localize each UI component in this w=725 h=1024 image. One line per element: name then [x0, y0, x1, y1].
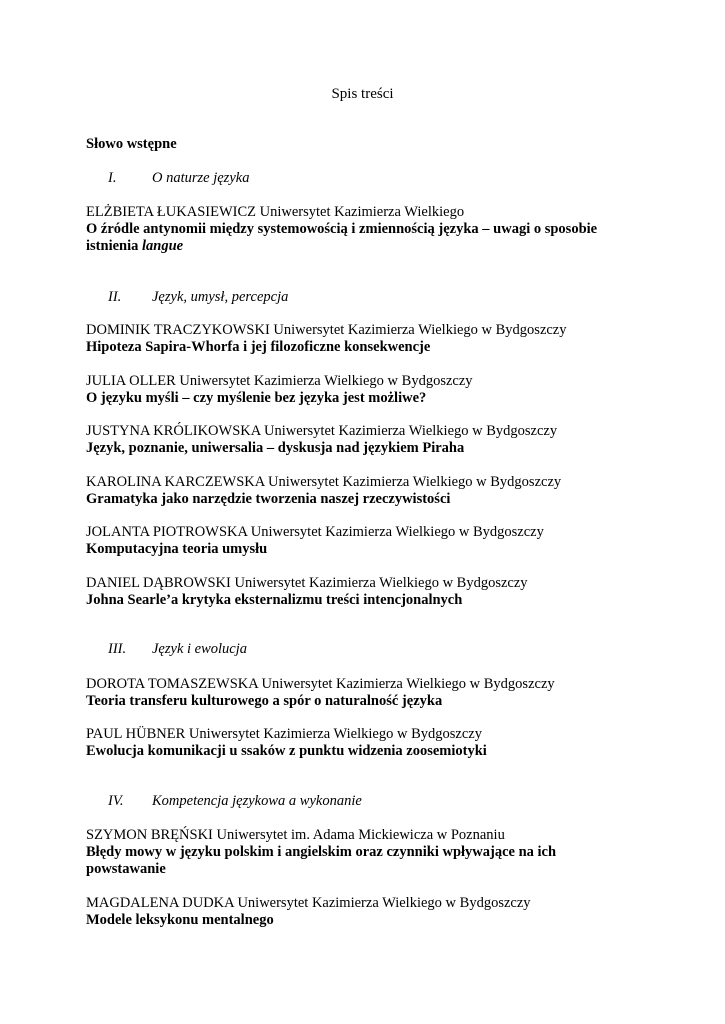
entry-author: KAROLINA KARCZEWSKA Uniwersytet Kazimierza Wielkiego w Bydgoszczy: [86, 474, 562, 490]
entry-author: DOROTA TOMASZEWSKA Uniwersytet Kazimierza Wielkiego w Bydgoszczy: [86, 676, 555, 692]
entry-title: Modele leksykonu mentalnego: [86, 912, 274, 928]
entry-author: SZYMON BRĘŃSKI Uniwersytet im. Adama Mickiewicza w Poznaniu: [86, 827, 505, 843]
section-heading-2: [108, 289, 288, 306]
entry-author: ELŻBIETA ŁUKASIEWICZ Uniwersytet Kazimierza Wielkiego: [86, 204, 465, 220]
page-title: Spis treści: [331, 86, 394, 102]
section-number: IV.: [108, 793, 124, 809]
toc-entry: [86, 423, 626, 457]
toc-entry: [86, 895, 626, 929]
toc-entry: [86, 575, 626, 609]
entry-title-main: O źródle antynomii między systemowością i zmiennością języka – uwagi o sposobie istnienia: [86, 221, 598, 254]
entry-title: Błędy mowy w języku polskim i angielskim oraz czynniki wpływające na ich powstawanie: [86, 844, 557, 877]
toc-entry: [86, 676, 626, 710]
section-number: III.: [108, 641, 127, 657]
entry-title: Komputacyjna teoria umysłu: [86, 541, 268, 557]
entry-author: PAUL HÜBNER Uniwersytet Kazimierza Wielkiego w Bydgoszczy: [86, 726, 482, 742]
toc-entry: [86, 726, 626, 760]
toc-entry: [86, 373, 626, 407]
toc-entry: [86, 204, 626, 255]
preface-heading: Słowo wstępne: [86, 136, 177, 152]
entry-author: MAGDALENA DUDKA Uniwersytet Kazimierza Wielkiego w Bydgoszczy: [86, 895, 531, 911]
section-heading-1: [108, 170, 249, 187]
entry-author: JULIA OLLER Uniwersytet Kazimierza Wielkiego w Bydgoszczy: [86, 373, 473, 389]
section-number: I.: [108, 170, 117, 186]
section-name: Kompetencja językowa a wykonanie: [152, 793, 362, 809]
section-heading-3: [108, 641, 247, 658]
entry-title: Gramatyka jako narzędzie tworzenia naszej rzeczywistości: [86, 491, 451, 507]
toc-entry: [86, 524, 626, 558]
entry-title-italic: langue: [142, 238, 184, 254]
entry-author: DANIEL DĄBROWSKI Uniwersytet Kazimierza Wielkiego w Bydgoszczy: [86, 575, 528, 591]
entry-author: JUSTYNA KRÓLIKOWSKA Uniwersytet Kazimierza Wielkiego w Bydgoszczy: [86, 423, 558, 439]
section-number: II.: [108, 289, 122, 305]
entry-title: Hipoteza Sapira-Whorfa i jej filozoficzne konsekwencje: [86, 339, 431, 355]
toc-entry: [86, 474, 626, 508]
section-name: Język, umysł, percepcja: [152, 289, 289, 305]
entry-title: Język, poznanie, uniwersalia – dyskusja nad językiem Piraha: [86, 440, 465, 456]
entry-title: [86, 221, 626, 255]
section-name: O naturze języka: [152, 170, 250, 186]
toc-entry: [86, 322, 626, 356]
entry-author: DOMINIK TRACZYKOWSKI Uniwersytet Kazimierza Wielkiego w Bydgoszczy: [86, 322, 567, 338]
entry-title: O języku myśli – czy myślenie bez języka jest możliwe?: [86, 390, 427, 406]
entry-title: Johna Searle’a krytyka eksternalizmu treści intencjonalnych: [86, 592, 463, 608]
entry-title: Ewolucja komunikacji u ssaków z punktu widzenia zoosemiotyki: [86, 743, 487, 759]
toc-entry: [86, 827, 626, 878]
entry-author: JOLANTA PIOTROWSKA Uniwersytet Kazimierza Wielkiego w Bydgoszczy: [86, 524, 544, 540]
entry-title: Teoria transferu kulturowego a spór o naturalność języka: [86, 693, 443, 709]
section-heading-4: [108, 793, 362, 810]
section-name: Język i ewolucja: [152, 641, 248, 657]
